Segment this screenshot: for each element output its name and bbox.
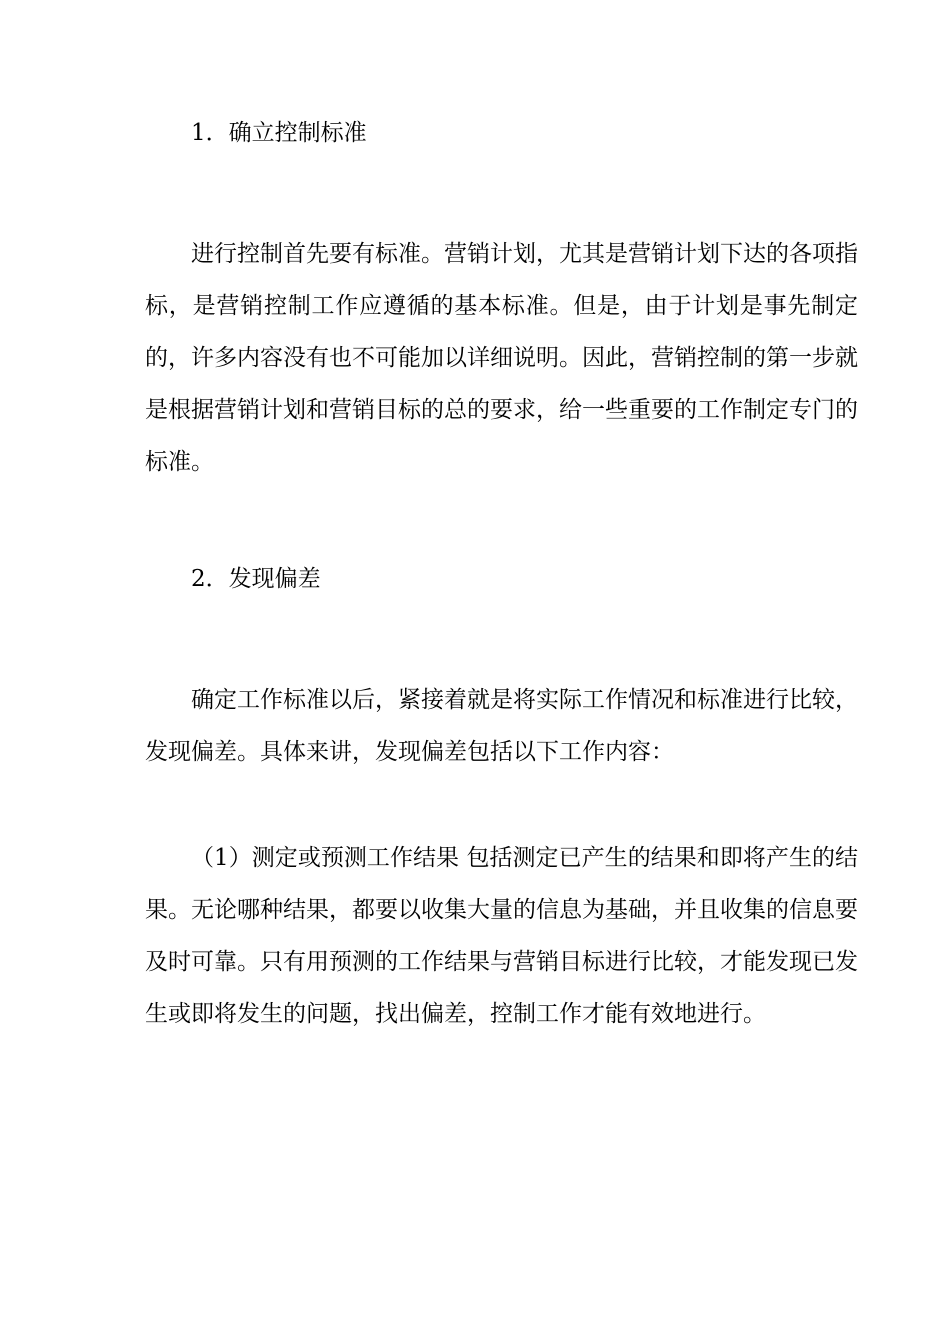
section-paragraph-2: 确定工作标准以后，紧接着就是将实际工作情况和标准进行比较，发现偏差。具体来讲，发现偏差包括以下工作内容： <box>145 687 858 765</box>
item-paragraph-1 <box>145 832 858 1040</box>
item-body: 包括测定已产生的结果和即将产生的结果。无论哪种结果，都要以收集大量的信息为基础，并且收集的信息要及时可靠。只有用预测的工作结果与营销目标进行比较，才能发现已发生或即将发生的问题，找出偏差，控制工作才能有效地进行。 <box>145 845 859 1027</box>
section-paragraph-1: 进行控制首先要有标准。营销计划，尤其是营销计划下达的各项指标，是营销控制工作应遵循的基本标准。但是，由于计划是事先制定的，许多内容没有也不可能加以详细说明。因此，营销控制的第一步就是根据营销计划和营销目标的总的要求，给一些重要的工作制定专门的标准。 <box>145 241 858 475</box>
document-body <box>145 112 858 1040</box>
section-heading-1: 1．确立控制标准 <box>191 120 367 146</box>
item-title: （1）测定或预测工作结果 <box>191 845 460 871</box>
section-heading-2: 2．发现偏差 <box>191 566 321 592</box>
